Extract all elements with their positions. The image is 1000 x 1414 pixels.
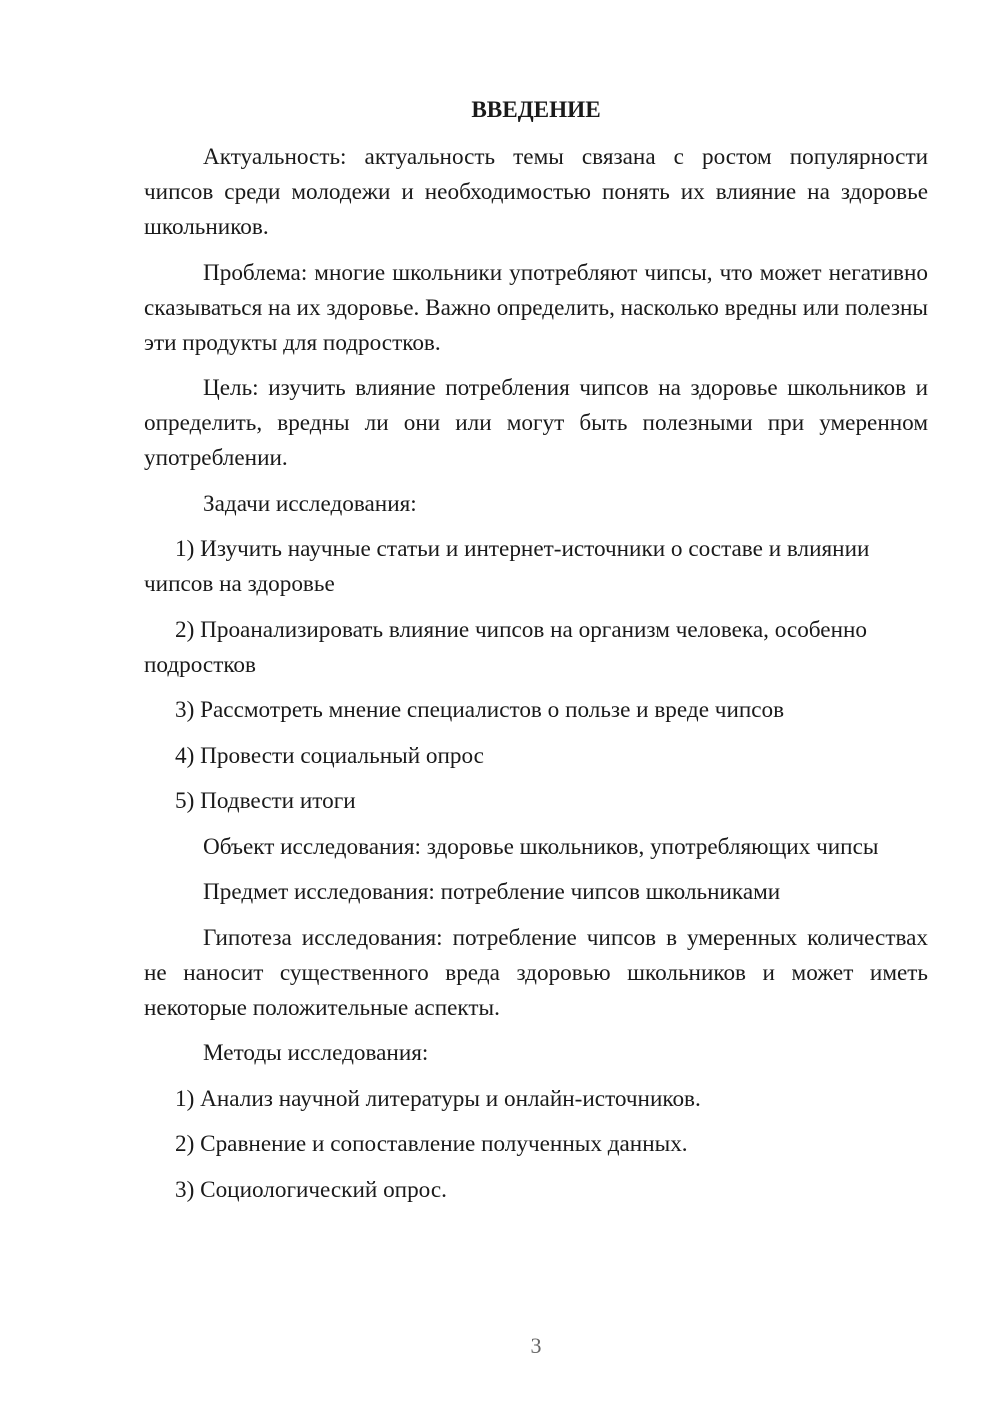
tasks-title: Задачи исследования:: [203, 490, 417, 517]
goal-paragraph: Цель: изучить влияние потребления чипсов на здоровье школьников и определить, вредны ли они или могут быть полезными при умеренном употреблении.: [144, 375, 928, 471]
subject-paragraph: Предмет исследования: потребление чипсов школьниками: [203, 879, 781, 905]
method-item: 2) Сравнение и сопоставление полученных данных.: [175, 1131, 688, 1157]
method-item: 1) Анализ научной литературы и онлайн-источников.: [175, 1085, 701, 1112]
task-item: 5) Подвести итоги: [175, 788, 356, 814]
methods-title: Методы исследования:: [203, 1040, 429, 1066]
problem-paragraph: Проблема: многие школьники употребляют чипсы, что может негативно сказываться на их здоровье. Важно определить, насколько вредны или полезны эти продукты для подростков.: [144, 259, 928, 356]
section-heading: ВВЕДЕНИЕ: [471, 97, 601, 123]
relevance-paragraph: Актуальность: актуальность темы связана с ростом популярности чипсов среди молодежи и необходимостью понять их влияние на здоровье школьников.: [144, 144, 928, 240]
hypothesis-paragraph: Гипотеза исследования: потребление чипсов в умеренных количествах не наносит существенного вреда здоровью школьников и может иметь некоторые положительные аспекты.: [144, 924, 928, 1021]
task-item: 1) Изучить научные статьи и интернет-источники о составе и влиянии чипсов на здоровье: [144, 536, 870, 597]
object-paragraph: Объект исследования: здоровье школьников, употребляющих чипсы: [203, 833, 879, 860]
task-item: 3) Рассмотреть мнение специалистов о пользе и вреде чипсов: [175, 697, 785, 723]
method-item: 3) Социологический опрос.: [175, 1176, 447, 1203]
page-content: [144, 93, 928, 1218]
task-item: 2) Проанализировать влияние чипсов на организм человека, особенно подростков: [144, 616, 868, 678]
page-number: 3: [530, 1333, 542, 1358]
task-item: 4) Провести социальный опрос: [175, 742, 484, 769]
